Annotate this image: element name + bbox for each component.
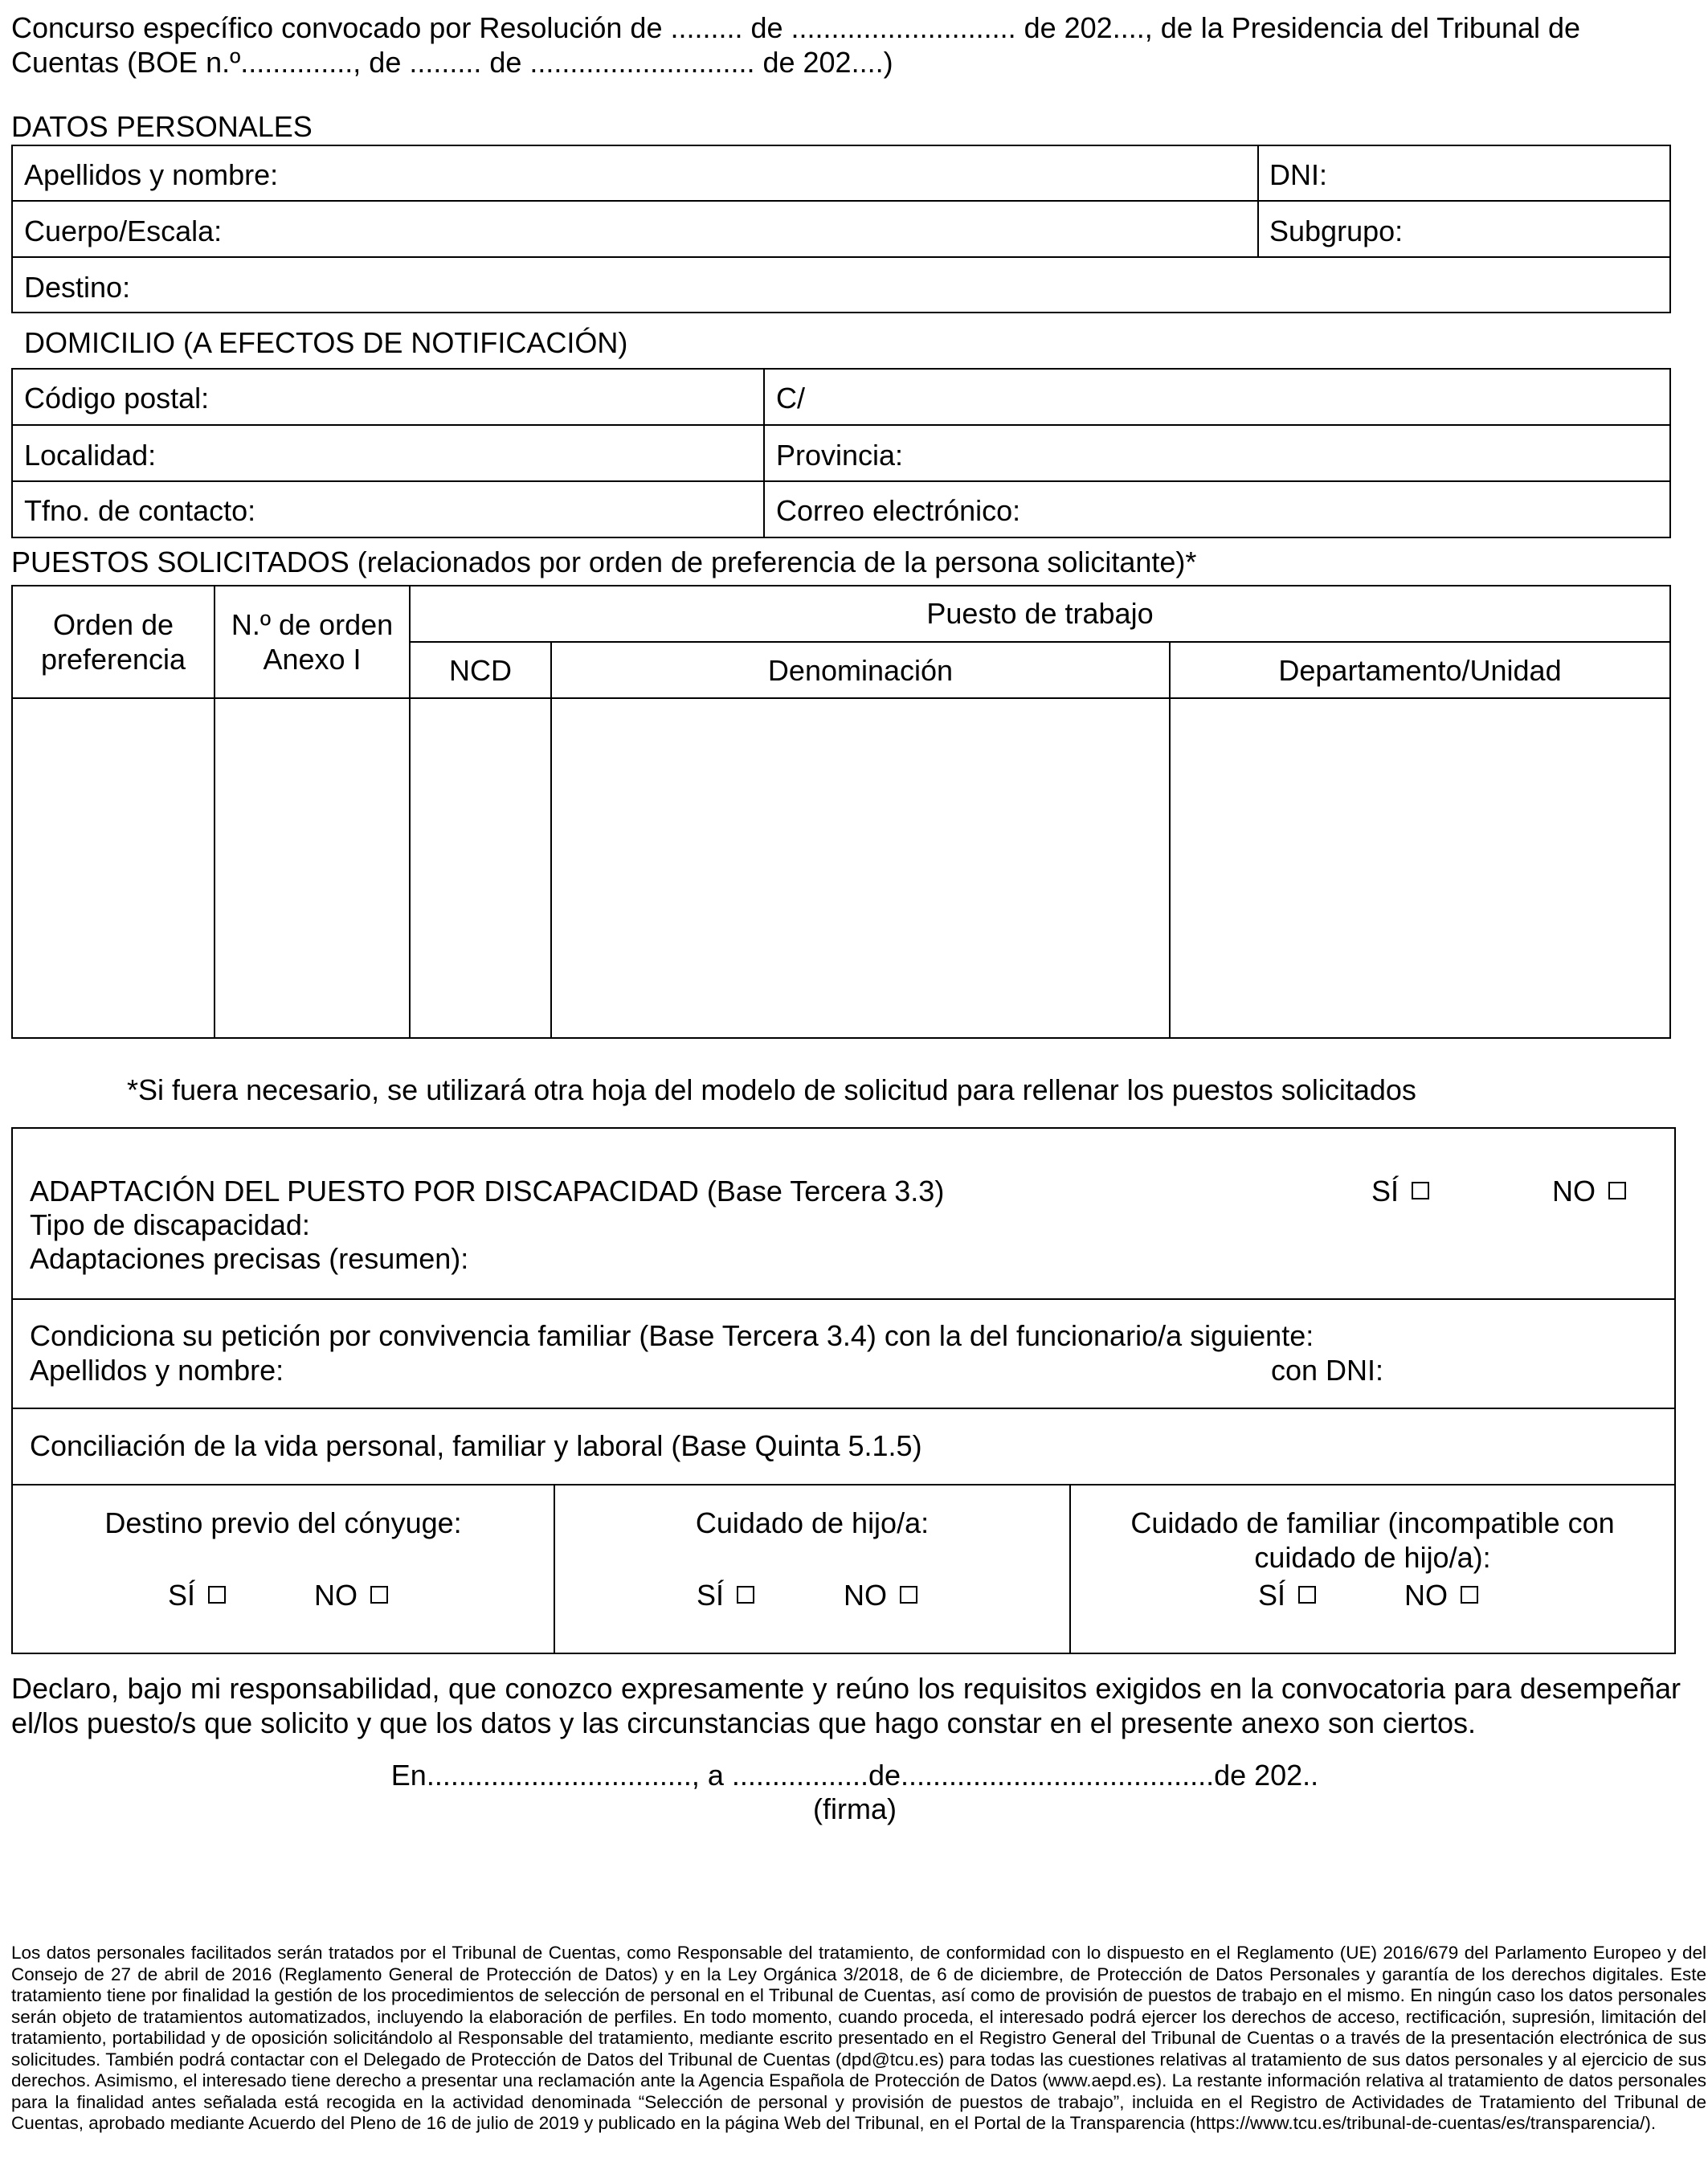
row-divider <box>11 480 1671 482</box>
convivencia-dni-field[interactable]: con DNI: <box>1271 1354 1384 1387</box>
conyuge-si-label: SÍ <box>168 1579 196 1612</box>
hijo-si-label: SÍ <box>697 1579 725 1612</box>
row-divider <box>11 1484 1676 1485</box>
convivencia-name-field[interactable]: Apellidos y nombre: <box>30 1354 284 1387</box>
hijo-label: Cuidado de hijo/a: <box>695 1506 930 1539</box>
calle-field[interactable]: C/ <box>776 382 805 415</box>
adaptacion-no-checkbox[interactable] <box>1608 1182 1626 1199</box>
subgrupo-field[interactable]: Subgrupo: <box>1269 215 1404 247</box>
row-divider <box>11 256 1671 258</box>
adaptacion-si-label: SÍ <box>1371 1175 1399 1208</box>
familiar-si-label: SÍ <box>1258 1579 1286 1612</box>
hijo-no-option[interactable] <box>844 1578 917 1612</box>
conyuge-no-label: NO <box>314 1579 358 1612</box>
familiar-label-line1: Cuidado de familiar (incompatible con <box>1130 1506 1615 1539</box>
col-group-header-puesto: Puesto de trabajo <box>926 597 1154 630</box>
puestos-section-title: PUESTOS SOLICITADOS (relacionados por orden de preferencia de la persona solicitante)* <box>11 546 1197 578</box>
row-divider <box>11 200 1671 202</box>
dni-field[interactable]: DNI: <box>1269 158 1327 191</box>
cell-ncd[interactable] <box>411 699 550 1037</box>
col-header-norden-line1: N.º de orden <box>231 608 394 641</box>
familiar-label <box>1069 1506 1676 1575</box>
conyuge-label: Destino previo del cónyuge: <box>104 1506 462 1539</box>
hijo-si-checkbox[interactable] <box>737 1586 754 1604</box>
cuerpo-field[interactable]: Cuerpo/Escala: <box>24 215 223 247</box>
conciliacion-title: Conciliación de la vida personal, familiar y laboral (Base Quinta 5.1.5) <box>30 1429 922 1462</box>
col-header-orden-line1: Orden de <box>52 608 174 641</box>
familiar-no-label: NO <box>1404 1579 1448 1612</box>
adaptacion-si-checkbox[interactable] <box>1412 1182 1429 1199</box>
convivencia-text: Condiciona su petición por convivencia familiar (Base Tercera 3.4) con la del funcionario/a siguiente: <box>30 1319 1314 1352</box>
familiar-si-option[interactable] <box>1258 1578 1316 1612</box>
header-line-1: Concurso específico convocado por Resolución de ......... de ............................ de 202...., de la Presidencia del Tribunal de <box>11 11 1581 44</box>
email-field[interactable]: Correo electrónico: <box>776 494 1021 527</box>
familiar-no-option[interactable] <box>1404 1578 1478 1612</box>
familiar-si-checkbox[interactable] <box>1298 1586 1316 1604</box>
column-divider <box>763 368 765 538</box>
domicilio-section-title: DOMICILIO (A EFECTOS DE NOTIFICACIÓN) <box>24 326 628 359</box>
row-divider <box>11 1408 1676 1409</box>
localidad-field[interactable]: Localidad: <box>24 439 157 472</box>
hijo-si-option[interactable] <box>697 1578 754 1612</box>
column-divider <box>1257 145 1259 257</box>
telefono-field[interactable]: Tfno. de contacto: <box>24 494 256 527</box>
col-header-norden <box>214 607 411 676</box>
col-header-orden <box>11 607 215 676</box>
adaptacion-si-option[interactable] <box>1371 1174 1429 1208</box>
cell-departamento[interactable] <box>1171 699 1669 1037</box>
tipo-discapacidad-field[interactable]: Tipo de discapacidad: <box>30 1208 310 1241</box>
col-header-norden-line2: Anexo I <box>263 643 362 676</box>
familiar-no-checkbox[interactable] <box>1461 1586 1478 1604</box>
conyuge-si-option[interactable] <box>168 1578 226 1612</box>
adaptacion-no-label: NO <box>1552 1175 1596 1208</box>
cell-orden[interactable] <box>13 699 214 1037</box>
header-line-2: Cuentas (BOE n.º.............., de ......... de ............................ de 202....) <box>11 46 893 79</box>
name-field[interactable]: Apellidos y nombre: <box>24 158 279 191</box>
cell-norden[interactable] <box>215 699 409 1037</box>
row-divider <box>11 1298 1676 1300</box>
col-header-ncd: NCD <box>449 654 512 687</box>
firma-label: (firma) <box>813 1792 897 1825</box>
conyuge-no-checkbox[interactable] <box>370 1586 388 1604</box>
conyuge-no-option[interactable] <box>314 1578 388 1612</box>
col-header-orden-line2: preferencia <box>40 643 186 676</box>
provincia-field[interactable]: Provincia: <box>776 439 904 472</box>
col-header-departamento: Departamento/Unidad <box>1278 654 1562 687</box>
hijo-no-label: NO <box>844 1579 887 1612</box>
adaptaciones-field[interactable]: Adaptaciones precisas (resumen): <box>30 1242 469 1275</box>
personal-section-title: DATOS PERSONALES <box>11 110 313 143</box>
adaptacion-no-option[interactable] <box>1552 1174 1626 1208</box>
row-divider <box>11 424 1671 426</box>
row-divider <box>409 641 1671 643</box>
conyuge-si-checkbox[interactable] <box>208 1586 226 1604</box>
familiar-label-line2: cuidado de hijo/a): <box>1254 1541 1491 1574</box>
declaracion-text: Declaro, bajo mi responsabilidad, que conozco expresamente y reúno los requisitos exigidos en la convocatoria para desempeñar el/los puesto/s que solicito y que los datos y las circunstancias que hago constar en el presente anexo son ciertos. <box>11 1672 1681 1739</box>
place-date-line[interactable]: En................................., a .................de.......................................de 202.. <box>390 1759 1319 1792</box>
data-protection-notice: Los datos personales facilitados serán tratados por el Tribunal de Cuentas, como Responsable del tratamiento, de conformidad con lo dispuesto en el Reglamento (UE) 2016/679 del Parlamento Europeo y del Consejo de 27 de abril de 2016 (Reglamento General de Protección de Datos) y en la Ley Orgánica 3/2018, de 6 de diciembre, de Protección de Datos Personales y garantía de los derechos digitales. Este tratamiento tiene por finalidad la gestión de los procedimientos de selección de personal en el Tribunal de Cuentas, así como de provisión de puestos de trabajo en el mismo. En ningún caso los datos personales serán objeto de tratamientos automatizados, incluyendo la elaboración de perfiles. En todo momento, cuando proceda, el interesado podrá ejercer los derechos de acceso, rectificación, supresión, limitación del tratamiento, portabilidad y de oposición solicitándolo al Responsable del tratamiento, mediante escrito presentado en el Registro General del Tribunal de Cuentas o a través de la presentación electrónica de sus solicitudes. También podrá contactar con el Delegado de Protección de Datos del Tribunal de Cuentas (dpd@tcu.es) para todas las cuestiones relativas al tratamiento de sus datos personales y al ejercicio de sus derechos. Asimismo, el interesado tiene derecho a presentar una reclamación ante la Agencia Española de Protección de Datos (www.aepd.es). La restante información relativa al tratamiento de datos personales para la finalidad antes señalada está recogida en la actividad denominada “Selección de personal y provisión de puestos de trabajo”, incluida en el Registro de Actividades de Tratamiento del Tribunal de Cuentas, aprobado mediante Acuerdo del Pleno de 16 de julio de 2019 y publicado en la página Web del Tribunal, en el Portal de la Transparencia (https://www.tcu.es/tribunal-de-cuentas/es/transparencia/). <box>11 1943 1706 2133</box>
destino-field[interactable]: Destino: <box>24 271 131 304</box>
puestos-note: *Si fuera necesario, se utilizará otra hoja del modelo de solicitud para rellenar los puestos solicitados <box>127 1073 1416 1106</box>
hijo-no-checkbox[interactable] <box>900 1586 917 1604</box>
col-header-denominacion: Denominación <box>767 654 954 687</box>
adaptacion-title: ADAPTACIÓN DEL PUESTO POR DISCAPACIDAD (Base Tercera 3.3) <box>30 1175 945 1208</box>
cp-field[interactable]: Código postal: <box>24 382 210 415</box>
cell-denominacion[interactable] <box>552 699 1169 1037</box>
